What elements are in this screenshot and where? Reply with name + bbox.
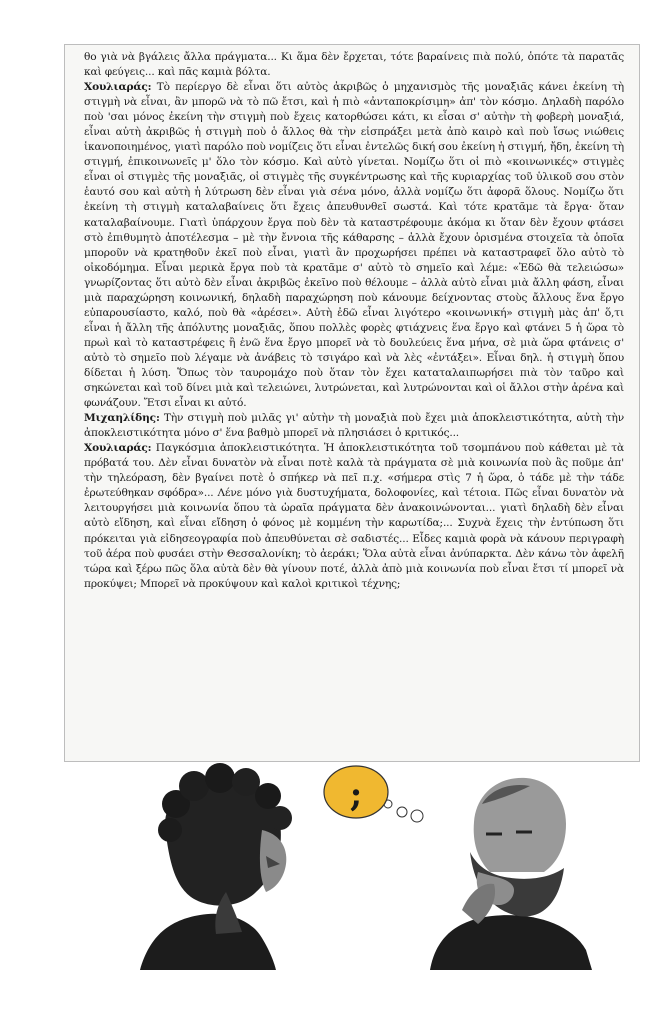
paragraph-text: Παγκόσμια ἀποκλειστικότητα. Ἡ ἀποκλειστικότητα τοῦ τσομπάνου ποὺ κάθεται μὲ τὰ πρόβατά του. Δὲν εἶναι δυνατὸν νὰ εἶναι ποτὲ καλὰ τὰ πράγματα σὲ μιὰ κοινωνία ποὺ ἂς ποῦμε ἀπ' τὴν τηλεόραση, δὲν βγαίνει ποτὲ ὁ σπήκερ νὰ πεῖ π.χ. «σήμερα στὶς 7 ἡ ὥρα, ὁ τάδε μὲ τὴν τάδε ἐρωτεύθηκαν σφόδρα»... Λένε μόνο γιὰ δυστυχήματα, δολοφονίες, καὶ τέτοια. Πῶς εἶναι δυνατὸν νὰ λειτουργήσει μιὰ κοινωνία ὅπου τὰ ὡραῖα πράγματα δὲν ἀνακοινώνονται... γιατὶ δηλαδὴ δὲν εἶναι αὐτὸ εἴδηση, καὶ εἶναι εἴδηση ὁ φόνος μὲ κομμένη τὴν καρωτίδα;... Συχνὰ ἔχεις τὴν ἐντύπωση ὅτι πρόκειται γιὰ εἰδησεογραφία ποὺ ἀπευθύνεται σὲ σαδιστές... Εἶδες καμιὰ φορὰ νὰ κάνουν περιγραφὴ τοῦ ἀέρα ποὺ φυσάει στὴν Θεσσαλονίκη; τὸ ἀεράκι; Ὅλα αὐτὰ εἶναι ἀνύπαρκτα. Δὲν κάνω τὸν ἀφελῆ τώρα καὶ ξέρω πῶς ὅλα αὐτὰ δὲν θὰ γίνουν ποτέ, ἀλλὰ ἀπὸ μιὰ κοινωνία ποὺ εἶναι ἔτσι τί μπορεῖ νὰ προκύψει; Μπορεῖ νὰ προκύψουν καὶ καλοὶ κριτικοὶ τέχνης; — [84, 442, 624, 590]
paragraph-text: Τὸ περίεργο δὲ εἶναι ὅτι αὐτὸς ἀκριβῶς ὁ μηχανισμὸς τῆς μοναξιᾶς κάνει ἐκείνη τὴ στιγμὴ νὰ εἶναι, ἂν μπορῶ νὰ τὸ πῶ ἔτσι, καὶ ἡ πιὸ «ἀνταποκρίσιμη» ἀπ' τὸν κόσμο. Δηλαδὴ παρόλο ποὺ 'σαι μόνος ἐκείνη τὴν στιγμὴ ποὺ ἔχεις κατορθώσει κάτι, κι εἶσαι σ' αὐτὴν τὴ φοβερὴ μοναξιά, εἶναι αὐτὴ ἀκριβῶς ἡ στιγμὴ ποὺ ὁ ἄλλος θὰ τὴν εἰσπράξει μετὰ ἀπὸ καιρὸ καὶ ποὺ ἴσως νιώθεις ἱκανοποιημένος, γιατὶ παρόλο ποὺ νομίζεις ὅτι εἶναι ἐντελῶς δική σου ἐκείνη ἡ στιγμή, ἤδη, ἐκείνη τὴ στιγμή, ἐπικοινωνεῖς μ' ὅλο τὸν κόσμο. Καὶ αὐτὸ γίνεται. Νομίζω ὅτι οἱ πιὸ «κοινωνικές» στιγμὲς εἶναι οἱ στιγμὲς τῆς μοναξιᾶς, οἱ στιγμὲς τῆς συγκέντρωσης καὶ τῆς κυριαρχίας τοῦ ὑλικοῦ σου στὸν ἑαυτό σου καὶ αὐτὴ ἡ λύτρωση δὲν εἶναι γιὰ σένα μόνο, ἀλλὰ νομίζω ὅτι ἀφορᾶ ὅλους. Νομίζω ὅτι ἐκείνη τὴ στιγμὴ καταλαβαίνεις ὅτι ἔχεις ἀπευθυνθεῖ σωστά. Καὶ τότε κρατᾶμε τὰ ἔργα· ὅταν καταλαβαίνουμε. Γιατὶ ὑπάρχουν ἔργα ποὺ δὲν τὰ καταστρέφουμε ἀκόμα κι ὅταν δὲν ἔχουν φτάσει στὸ ἐπιθυμητὸ ἀποτέλεσμα – μὲ τὴν ἔννοια τῆς κάθαρσης – ἀλλὰ ἔχουν ὁρισμένα στοιχεῖα τὰ ὁποῖα μποροῦν νὰ κρατηθοῦν ἐκεῖ ποὺ εἶναι, γιατὶ ἂν προχωρήσει πρέπει νὰ καταστραφεῖ ὅλο αὐτὸ τὸ οἰκοδόμημα. Εἶναι μερικὰ ἔργα ποὺ τὰ κρατᾶμε σ' αὐτὸ τὸ σημεῖο καὶ λέμε: «Ἐδῶ θὰ τελειώσω» γνωρίζοντας ὅτι αὐτὸ δὲν εἶναι ἀκριβῶς ἐκεῖνο ποὺ θέλουμε – ἀλλὰ αὐτὸ εἶναι μιὰ ἄλλη φάση, εἶναι μιὰ παραχώρηση κοινωνική, δηλαδὴ παραχώρηση ποὺ κάνουμε δείχνοντας στοὺς ἄλλους ἕνα ἔργο εὐπαρουσίαστο, καλό, ποὺ θὰ «ἀρέσει». Αὐτὴ ἐδῶ εἶναι λιγότερο «κοινωνική» στιγμὴ μὰς ἀπ' ὅ,τι εἶναι ἡ ἄλλη τῆς ἀπόλυτης μοναξιᾶς, ὅπου πολλὲς φορὲς φτιάχνεις ἕνα ἔργο καὶ φτάνει 5 ἡ ὥρα τὸ πρωὶ καὶ τὸ καταστρέφεις ἢ ἐνῶ ἕνα ἔργο μπορεῖ νὰ τὸ δουλεύεις ἕνα μήνα, σὲ μιὰ ὥρα φτάνεις σ' αὐτὸ τὸ σημεῖο ποὺ λέγαμε νὰ ἀνάβεις τὸ τσιγάρο καὶ νὰ λὲς «ἐντάξει». Εἶναι δηλ. ἡ στιγμὴ ὅπου δίδεται ἡ λύση. Ὅπως τὸν ταυρομάχο ποὺ ὅταν τὸν ἔχει καταταλαιπωρήσει πιὰ τὸν ταῦρο καὶ σηκώνεται καὶ τοῦ δίνει μιὰ καὶ τελειώνει, λυτρώνεται, καὶ λυτρώνονται καὶ οἱ ἄλλοι στὴν ἀρένα καὶ φωνάζουν. Ἔτσι εἶναι κι αὐτό. — [84, 81, 624, 410]
document-text — [84, 50, 624, 592]
speaker-name: Χουλιαράς: — [84, 442, 152, 455]
paragraph — [84, 80, 624, 411]
bubble-text: ; — [349, 775, 363, 815]
speaker-name: Μιχαηλίδης: — [84, 412, 160, 425]
paragraph-text: Τὴν στιγμὴ ποὺ μιλᾶς γι' αὐτὴν τὴ μοναξιὰ ποὺ ἔχει μιὰ ἀποκλειστικότητα, αὐτὴ τὴν ἀποκλειστικότητα μόνο σ' ἕνα βαθμὸ μπορεῖ νὰ πλησιάσει ὁ κριτικός... — [84, 412, 624, 440]
illustration — [130, 760, 600, 970]
paragraph — [84, 441, 624, 591]
thought-bubble — [324, 766, 423, 822]
speaker-name: Χουλιαράς: — [84, 81, 152, 94]
paragraph-text: θο γιὰ νὰ βγάλεις ἄλλα πράγματα... Κι ἅμα δὲν ἔρχεται, τότε βαραίνεις πιὰ πολύ, ὁπότε τὰ παρατᾶς καὶ φεύγεις... καὶ πᾶς καμιὰ βόλτα. — [84, 51, 624, 79]
paragraph — [84, 411, 624, 441]
paragraph — [84, 50, 624, 80]
left-figure — [140, 763, 292, 970]
right-figure — [430, 778, 592, 970]
